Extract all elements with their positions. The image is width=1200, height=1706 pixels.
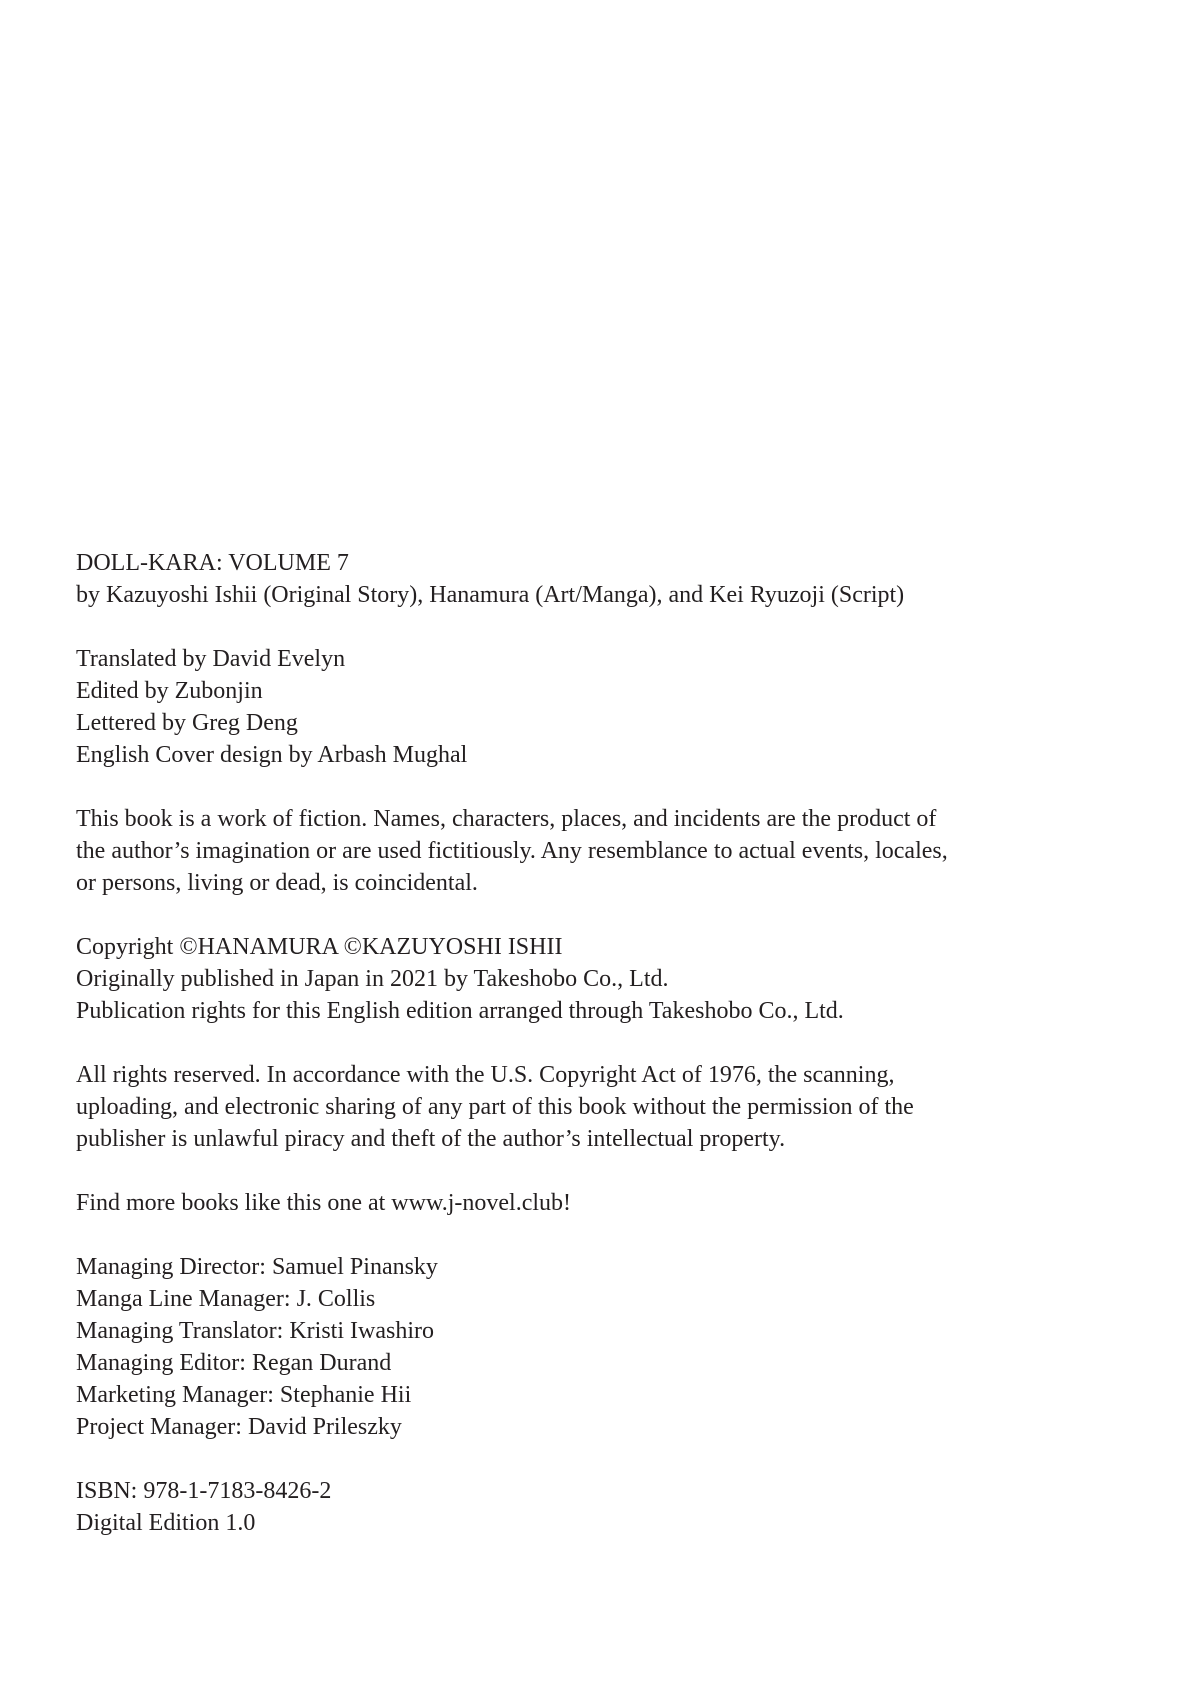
copyright-line: Copyright ©HANAMURA ©KAZUYOSHI ISHII: [76, 934, 563, 960]
staff-managing-director: Managing Director: Samuel Pinansky: [76, 1254, 438, 1280]
staff-project-manager: Project Manager: David Prileszky: [76, 1414, 402, 1440]
edition-label: Digital Edition 1.0: [76, 1510, 256, 1536]
title-block: [76, 547, 1136, 611]
rights-notice-line: publisher is unlawful piracy and theft of the author’s intellectual property.: [76, 1126, 786, 1152]
staff-manga-line-manager: Manga Line Manager: J. Collis: [76, 1286, 376, 1312]
translator-credit: Translated by David Evelyn: [76, 646, 346, 672]
letterer-credit: Lettered by Greg Deng: [76, 710, 298, 736]
staff-managing-editor: Managing Editor: Regan Durand: [76, 1350, 392, 1376]
staff-block: [76, 1251, 1136, 1443]
fiction-notice-line: This book is a work of fiction. Names, characters, places, and incidents are the product of: [76, 806, 937, 832]
promo-block: [76, 1187, 1136, 1219]
isbn: ISBN: 978-1-7183-8426-2: [76, 1478, 332, 1504]
rights-notice-line: uploading, and electronic sharing of any part of this book without the permission of the: [76, 1094, 914, 1120]
staff-managing-translator: Managing Translator: Kristi Iwashiro: [76, 1318, 434, 1344]
author-byline: by Kazuyoshi Ishii (Original Story), Hanamura (Art/Manga), and Kei Ryuzoji (Script): [76, 582, 905, 608]
fiction-notice-line: the author’s imagination or are used fictitiously. Any resemblance to actual events, locales,: [76, 838, 948, 864]
fiction-notice-line: or persons, living or dead, is coincidental.: [76, 870, 478, 896]
cover-designer-credit: English Cover design by Arbash Mughal: [76, 742, 468, 768]
staff-marketing-manager: Marketing Manager: Stephanie Hii: [76, 1382, 412, 1408]
rights-notice-line: All rights reserved. In accordance with the U.S. Copyright Act of 1976, the scanning,: [76, 1062, 895, 1088]
copyright-page: [76, 547, 1136, 1571]
credits-block: [76, 643, 1136, 771]
rights-notice: [76, 1059, 1136, 1155]
edition-block: [76, 1475, 1136, 1539]
editor-credit: Edited by Zubonjin: [76, 678, 263, 704]
original-publication-line: Originally published in Japan in 2021 by Takeshobo Co., Ltd.: [76, 966, 669, 992]
copyright-block: [76, 931, 1136, 1027]
publication-rights-line: Publication rights for this English edition arranged through Takeshobo Co., Ltd.: [76, 998, 844, 1024]
fiction-notice: [76, 803, 1136, 899]
book-title: DOLL-KARA: VOLUME 7: [76, 550, 349, 576]
promo-text: Find more books like this one at www.j-novel.club!: [76, 1190, 572, 1216]
